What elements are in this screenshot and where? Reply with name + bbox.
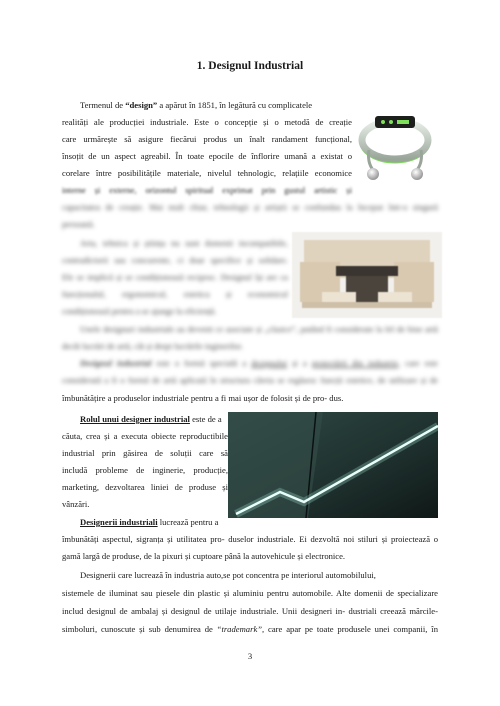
paragraph-line: simboluri, cunoscute și sub denumirea de “trademark”, care apar pe toate produsele unei companii, în: [62, 624, 438, 634]
paragraph-line: marketing, dezvoltarea liniei de produse și: [62, 482, 228, 492]
light-strip-image: [228, 412, 438, 518]
paragraph-line: îmbunătățire a produselor industriale pentru a fi mai ușor de folosit și de pro- dus.: [62, 393, 344, 403]
paragraph-line: Ele se implică și se condiționează reciproc. Designul își are ca: [62, 272, 288, 282]
paragraph-line: considerată a fi o formă de artă aplicată în structura căreia se regăsesc funcții estetice, de utilizare și de: [62, 375, 438, 385]
term-industrial-design: Designul industrial: [80, 358, 152, 368]
paragraph-line: sistemele de iluminat sau piesele din plastic și aluminiu pentru automobile. Alte domenii de specializare: [62, 588, 438, 598]
bracelet-device-image: [357, 104, 433, 196]
paragraph-line: includ designul de ambalaj și designul de utilaje industriale. Unii designeri in- dustriali creează mărcile-: [62, 606, 438, 616]
paragraph-line: interne și externe, orizontul spiritual exprimat prin gustul artistic și: [62, 185, 352, 195]
link-design[interactable]: designului: [251, 358, 288, 368]
term-design: “design”: [125, 100, 158, 110]
term-industrial-designers: Designerii industriali: [80, 517, 158, 527]
paragraph-line: Designerii care lucrează în industria auto,se pot concentra pe interiorul automobilului,: [80, 570, 376, 580]
paragraph-line: însoțit de un aspect agreabil. În toate epocile de înflorire umană a existat o: [62, 151, 352, 161]
paragraph-line: Arta, tehnica și știința nu sunt domenii incompatibile,: [80, 238, 288, 248]
paragraph-line: Unele designuri industriale au devenit ce asociate și „clasice”, putând fi considerate la fel de bine artă: [80, 324, 438, 334]
modular-sofa-image: [292, 232, 442, 318]
page-number: 3: [247, 651, 253, 661]
paragraph-line: decât lucrări de artă, cât și drept lucrările inginerilor.: [62, 341, 243, 351]
paragraph-line: Termenul de “design” a apărut în 1851, în legătură cu complicatele: [80, 100, 313, 110]
link-industrial-design[interactable]: proiectării din industrie: [311, 358, 399, 368]
paragraph-line: corelare între posibilitățile materiale, nivelul tehnologic, relațiile economice: [62, 168, 352, 178]
paragraph-line: Rolul unui designer industrial este de a: [80, 414, 222, 424]
paragraph-line: funcționalul, ergonomicul, estetica și economicul: [62, 289, 288, 299]
paragraph-line: îmbunătăți aspectul, sigranța și utilitatea pro- duselor industriale. Ei dezvoltă noi stiluri și proiectează o: [62, 534, 438, 544]
paragraph-line: persoană.: [62, 219, 95, 229]
paragraph-line: industrial prin găsirea de soluții care să: [62, 448, 228, 458]
paragraph-line: vânzări.: [62, 499, 90, 509]
paragraph-line: capacitatea de creație. Mai mult chiar, tehnologii și artiștii se confundau la început într-o singură: [62, 202, 438, 212]
term-trademark: “trademark”: [216, 624, 263, 634]
paragraph-line: gamă largă de produse, de la pixuri și cuptoare până la autovehicule și electronice.: [62, 551, 346, 561]
paragraph-line: Designerii industriali lucrează pentru a: [80, 517, 219, 527]
paragraph-line: contradictorii sau concurente, ci doar specifice și solidare.: [62, 255, 288, 265]
paragraph-line: realități ale producției industriale. Este o concepție și o metodă de creație: [62, 117, 352, 127]
paragraph-line: includă probleme de inginerie, producție,: [62, 465, 228, 475]
paragraph-line: căuta, crea și a executa obiecte reproductibile: [62, 431, 228, 441]
term-designer-role: Rolul unui designer industrial: [80, 414, 190, 424]
paragraph-line: Designul industrial este o formă specială a designului și a proiectării din industrie, care este: [80, 358, 438, 368]
paragraph-line: care urmărește să asigure fiecărui produs un înalt randament funcțional,: [62, 134, 352, 144]
section-heading: 1. Designul Industrial: [196, 60, 304, 72]
paragraph-line: condiționează pentru a se ajunge la eficiență.: [62, 306, 217, 316]
